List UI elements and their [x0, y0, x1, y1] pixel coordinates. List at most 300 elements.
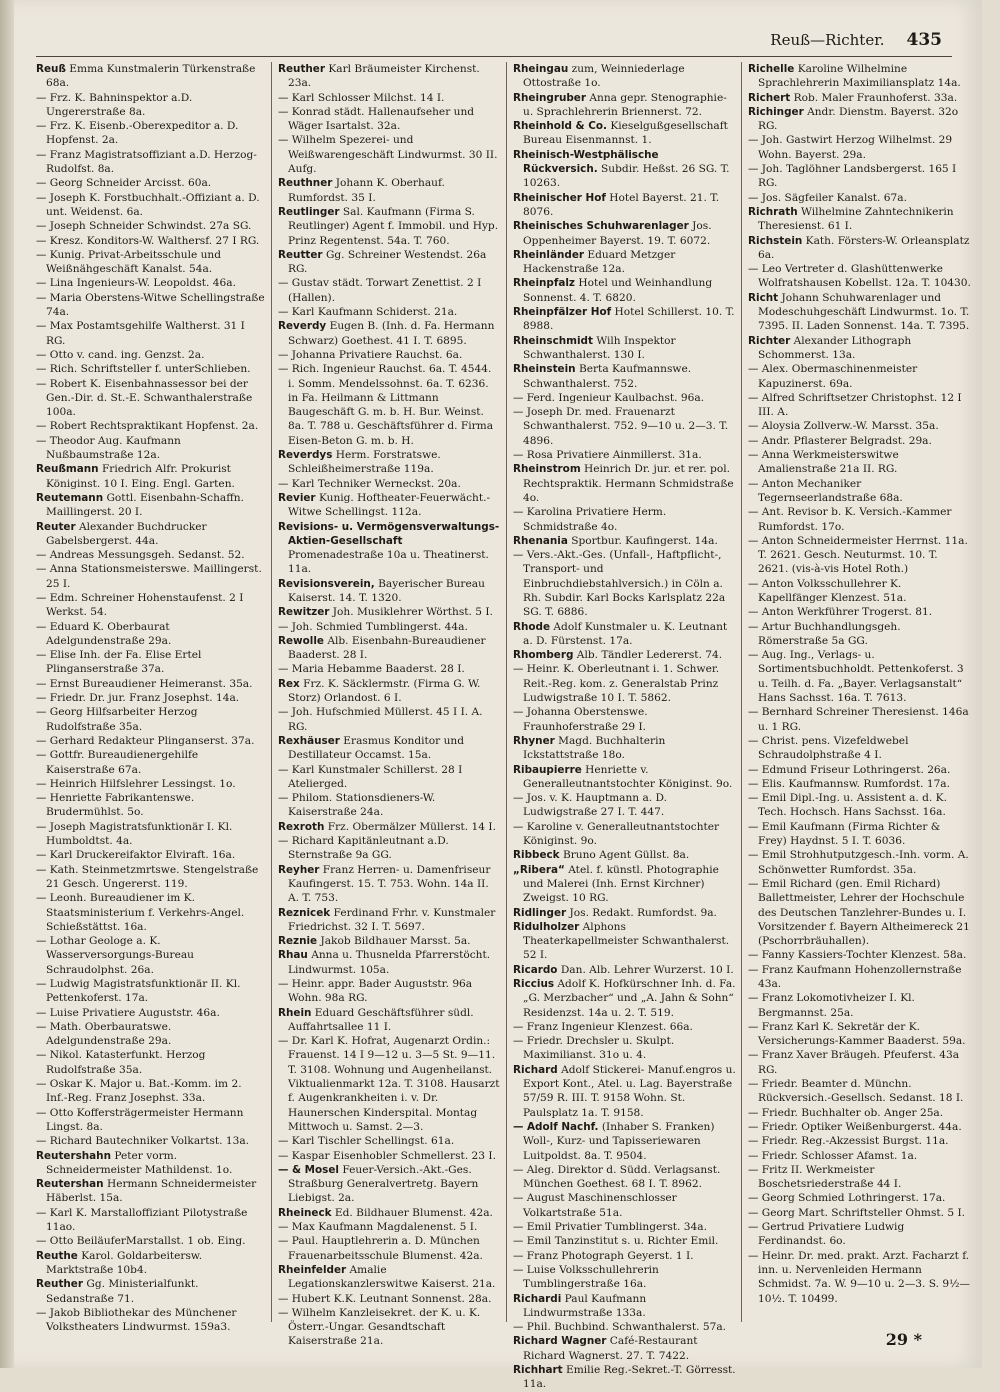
entry-text: Leo Vertreter d. Glashüttenwerke Wolfratshausen Kobellst. 12a. T. 10430. — [758, 263, 971, 290]
entry-text: Edm. Schreiner Hohenstaufenst. 2 I Werkst. 54. — [46, 591, 244, 619]
entry-name: — — [748, 949, 759, 962]
entry-columns — [36, 62, 976, 1391]
entry-text: Gustav städt. Torwart Zenettist. 2 I (Hallen). — [288, 277, 482, 304]
entry-text: Otto Koffersträgermeister Hermann Lingst. 8a. — [46, 1106, 244, 1133]
entry-name: — — [748, 1135, 759, 1148]
entry-name: — — [278, 763, 289, 776]
directory-entry — [278, 1306, 501, 1349]
entry-text: Hotel Schillerst. 10. T. 8988. — [523, 306, 735, 333]
entry-text: Joseph K. Forstbuchhalt.-Offiziant a. D. unt. Weidenst. 6a. — [46, 191, 260, 218]
entry-text: Maria Hebamme Baaderst. 28 I. — [291, 663, 465, 676]
directory-entry — [748, 234, 971, 263]
entry-name: — — [36, 363, 47, 376]
entry-text: Herm. Forstratswe. Schleißheimerstraße 119a. — [288, 449, 441, 476]
directory-entry — [748, 1220, 971, 1249]
entry-text: Johann Schuhwarenlager und Modeschuhgeschäft Lindwurmst. 1o. T. 7395. II. Laden Sonnenst. 14a. T. 7395. — [758, 291, 970, 333]
entry-name: — — [513, 820, 524, 833]
entry-text: Franz Photograph Geyerst. 1 I. — [526, 1249, 694, 1262]
entry-text: Hotel und Weinhandlung Sonnenst. 4. T. 6820. — [523, 277, 713, 304]
entry-text: Rich. Schriftsteller f. unterSchlieben. — [49, 363, 251, 376]
entry-text: Anton Schneidermeister Herrnst. 11a. T. 2621. Gesch. Neuturmst. 10. T. 2621. (vis-à-vis Hotel Roth.) — [758, 534, 968, 576]
entry-name: — — [278, 1235, 289, 1248]
entry-text: Eugen B. (Inh. d. Fa. Hermann Schwarz) Goethest. 41 I. T. 6895. — [288, 320, 495, 347]
entry-name: — — [278, 363, 289, 376]
entry-name: Rhomberg — [513, 649, 574, 662]
entry-name: — — [513, 1235, 524, 1248]
directory-entry — [36, 419, 266, 433]
entry-name: Richstein — [748, 234, 803, 247]
directory-entry — [278, 677, 501, 706]
entry-name: Revisions- u. Vermögensverwaltungs-Aktien-Gesellschaft — [278, 520, 500, 547]
entry-name: — — [36, 892, 47, 905]
entry-name: — — [36, 620, 47, 633]
entry-name: Ridlinger — [513, 906, 567, 919]
entry-text: Jos. Redakt. Rumfordst. 9a. — [569, 906, 717, 919]
entry-text: Georg Hilfsarbeiter Herzog Rudolfstraße 35a. — [46, 706, 198, 733]
entry-name: Richardi — [513, 1292, 562, 1305]
entry-name: — — [36, 434, 47, 447]
directory-entry — [36, 348, 266, 362]
entry-name: Rheingruber — [513, 91, 586, 104]
entry-name: Richelle — [748, 63, 795, 75]
entry-name: — — [748, 763, 759, 776]
page-number: 435 — [906, 30, 942, 50]
entry-text: Wilh Inspektor Schwanthalerst. 130 I. — [523, 334, 676, 361]
entry-text: Frz. K. Bahninspektor a.D. Ungererstraße 8a. — [46, 91, 193, 118]
entry-name: — — [36, 377, 47, 390]
entry-text: Rosa Privatiere Ainmillerst. 31a. — [526, 449, 702, 462]
entry-text: Karl Druckereifaktor Elviraft. 16a. — [49, 849, 236, 862]
entry-name: — — [748, 1120, 759, 1133]
entry-text: Adolf Kunstmaler u. K. Leutnant a. D. Fürstenst. 17a. — [523, 620, 728, 647]
column-3 — [506, 62, 741, 1391]
directory-entry — [748, 362, 971, 391]
entry-name: — — [748, 163, 759, 176]
entry-text: Friedr. Schlosser Afamst. 1a. — [761, 1149, 918, 1162]
entry-text: Karl Kunstmaler Schillerst. 28 I Atelierged. — [288, 763, 463, 790]
directory-entry — [36, 562, 266, 591]
entry-name: — — [748, 792, 759, 805]
entry-name: Rheinischer Hof — [513, 191, 606, 204]
directory-entry — [278, 1006, 501, 1035]
directory-entry — [748, 133, 971, 162]
directory-entry — [748, 205, 971, 234]
entry-name: Rex — [278, 677, 300, 690]
directory-entry — [36, 777, 266, 791]
entry-name: Ribbeck — [513, 849, 560, 862]
entry-name: — — [278, 306, 289, 319]
directory-entry — [278, 248, 501, 277]
entry-name: Rhyner — [513, 734, 555, 747]
entry-name: Ribaupierre — [513, 763, 582, 776]
entry-name: Riccius — [513, 978, 555, 990]
entry-name: — — [278, 1306, 289, 1319]
entry-name: — — [513, 1163, 524, 1176]
directory-entry — [36, 1077, 266, 1106]
entry-name: — — [36, 1106, 47, 1119]
entry-text: Otto v. cand. ing. Genzst. 2a. — [49, 348, 205, 361]
entry-name: — — [748, 1078, 759, 1091]
directory-entry — [36, 934, 266, 977]
entry-name: — — [513, 449, 524, 462]
directory-entry — [513, 334, 736, 363]
entry-name: — — [36, 777, 47, 790]
entry-name: Reutlinger — [278, 205, 340, 218]
entry-name: Rewitzer — [278, 606, 330, 619]
entry-name: — — [36, 191, 47, 204]
column-1 — [36, 62, 271, 1334]
entry-text: Karl K. Marstalloffiziant Pilotystraße 11ao. — [46, 1206, 248, 1234]
entry-name: — — [278, 105, 289, 118]
entry-text: Jos. v. K. Hauptmann a. D. Ludwigstraße 27 I. T. 447. — [523, 792, 667, 819]
entry-text: Sal. Kaufmann (Firma S. Reutlinger) Agent f. Immobil. und Hyp. Prinz Regentenst. 54a. T. 760. — [288, 205, 499, 247]
directory-entry — [513, 362, 736, 391]
directory-entry — [748, 534, 971, 577]
directory-entry — [36, 591, 266, 620]
directory-entry — [278, 977, 501, 1006]
entry-text: Friedr. Optiker Weißenburgerst. 44a. — [761, 1120, 962, 1133]
entry-name: — — [36, 1078, 47, 1091]
entry-name: — — [748, 620, 759, 633]
entry-name: — — [748, 391, 759, 404]
directory-entry — [278, 448, 501, 477]
entry-name: Rheinstein — [513, 363, 576, 376]
entry-text: Karol. Goldarbeitersw. Marktstraße 10b4. — [46, 1249, 203, 1276]
entry-name: — — [36, 749, 47, 762]
directory-entry — [748, 820, 971, 849]
entry-text: Feuer-Versich.-Akt.-Ges. Straßburg Generalvertretg. Bayern Liebigst. 2a. — [288, 1163, 479, 1205]
entry-name: Reußmann — [36, 463, 99, 476]
entry-text: Richard Kapitänleutnant a.D. Sternstraße 9a GG. — [288, 835, 449, 862]
entry-name: — — [748, 1163, 759, 1176]
directory-entry — [278, 705, 501, 734]
entry-name: Reznie — [278, 935, 318, 948]
directory-page — [14, 0, 982, 1391]
directory-entry — [748, 505, 971, 534]
entry-name: Rhenania — [513, 534, 568, 547]
directory-entry — [513, 1063, 736, 1120]
book-gutter — [0, 0, 14, 1368]
entry-name: — — [278, 1292, 289, 1305]
entry-text: Heinr. appr. Bader Auguststr. 96a Wohn. 98a RG. — [288, 978, 473, 1005]
entry-name: Reutershahn — [36, 1149, 111, 1162]
entry-name: Rheinländer — [513, 248, 584, 261]
entry-name: Rhode — [513, 620, 551, 633]
directory-entry — [748, 763, 971, 777]
entry-text: Henriette v. Generalleutnantstochter Königinst. 9o. — [523, 763, 733, 790]
directory-entry — [278, 1234, 501, 1263]
entry-text: Friedr. Dr. jur. Franz Josephst. 14a. — [49, 692, 240, 705]
entry-text: Karl Tischler Schellingst. 61a. — [291, 1135, 455, 1148]
directory-entry — [748, 191, 971, 205]
entry-name: — — [748, 963, 759, 976]
entry-text: Jos. Sägfeiler Kanalst. 67a. — [761, 191, 907, 204]
directory-entry — [278, 948, 501, 977]
entry-text: Fritz II. Werkmeister Boschetsriederstraße 44 I. — [758, 1163, 902, 1191]
entry-name: — — [36, 177, 47, 190]
entry-name: — — [748, 820, 759, 833]
entry-text: Alex. Obermaschinenmeister Kapuzinerst. 69a. — [758, 363, 918, 390]
directory-entry — [513, 791, 736, 820]
directory-entry — [513, 91, 736, 120]
entry-text: Adolf K. Hofkürschner Inh. d. Fa. „G. Merzbacher“ und „A. Jahn & Sohn“ Residenzst. 14a u. 2. T. 519. — [523, 978, 736, 1019]
directory-entry — [748, 848, 971, 877]
directory-entry — [513, 1234, 736, 1248]
directory-entry — [748, 1249, 971, 1306]
entry-name: — — [748, 1206, 759, 1219]
entry-name: — — [748, 1149, 759, 1162]
directory-entry — [278, 791, 501, 820]
directory-entry — [748, 1191, 971, 1205]
directory-entry — [278, 1034, 501, 1134]
entry-text: Robert Rechtspraktikant Hopfenst. 2a. — [49, 420, 259, 433]
directory-entry — [278, 906, 501, 935]
entry-text: Franz Karl K. Sekretär der K. Versicherungs-Kammer Baaderst. 59a. — [758, 1020, 966, 1048]
directory-entry — [748, 1048, 971, 1077]
entry-name: — — [36, 820, 47, 833]
entry-name: — — [748, 477, 759, 490]
entry-name: — — [748, 263, 759, 276]
directory-entry — [748, 991, 971, 1020]
directory-entry — [278, 319, 501, 348]
entry-text: Emilie Reg.-Sekret.-T. Görresst. 11a. — [523, 1364, 736, 1391]
entry-name: — — [748, 734, 759, 747]
entry-name: — — [36, 148, 47, 161]
entry-name: — — [748, 1249, 759, 1262]
directory-entry — [513, 1292, 736, 1321]
entry-text: Bruno Agent Güllst. 8a. — [562, 849, 690, 862]
directory-entry — [36, 548, 266, 562]
entry-text: Georg Mart. Schriftsteller Ohmst. 5 I. — [761, 1206, 966, 1219]
directory-entry — [748, 291, 971, 334]
directory-entry — [36, 891, 266, 934]
entry-text: Joh. Taglöhner Landsbergerst. 165 I RG. — [758, 163, 957, 190]
directory-entry — [513, 1020, 736, 1034]
header-rule — [36, 56, 952, 57]
entry-text: Ferd. Ingenieur Kaulbachst. 96a. — [526, 391, 705, 404]
entry-text: Lothar Geologe a. K. Wasserversorgungs-Bureau Schraudolphst. 26a. — [46, 935, 194, 976]
directory-entry — [36, 234, 266, 248]
entry-name: — — [748, 606, 759, 619]
directory-entry — [278, 491, 501, 520]
directory-entry — [513, 248, 736, 277]
directory-entry — [36, 705, 266, 734]
entry-text: Edmund Friseur Lothringerst. 26a. — [761, 763, 951, 776]
entry-text: Kunig. Hoftheater-Feuerwächt.-Witwe Schellingst. 112a. — [288, 491, 491, 519]
entry-text: Eduard Metzger Hackenstraße 12a. — [523, 248, 676, 276]
entry-name: Rexhäuser — [278, 734, 340, 747]
directory-entry — [513, 906, 736, 920]
directory-entry — [278, 1220, 501, 1234]
directory-entry — [36, 520, 266, 549]
directory-entry — [513, 1191, 736, 1220]
directory-entry — [36, 248, 266, 277]
directory-entry — [278, 1292, 501, 1306]
entry-text: Café-Restaurant Richard Wagnerst. 27. T. 7422. — [523, 1335, 698, 1362]
directory-entry — [513, 662, 736, 705]
entry-text: Alphons Theaterkapellmeister Schwanthalerst. 52 I. — [523, 920, 730, 962]
entry-name: Reverdys — [278, 449, 333, 462]
entry-name: — — [748, 506, 759, 519]
entry-name: Rheinschmidt — [513, 334, 593, 347]
directory-entry — [513, 963, 736, 977]
directory-entry — [278, 1149, 501, 1163]
directory-entry — [748, 777, 971, 791]
entry-text: Friedr. Buchhalter ob. Anger 25a. — [761, 1106, 944, 1119]
entry-text: Andreas Messungsgeh. Sedanst. 52. — [49, 549, 245, 562]
directory-entry — [513, 305, 736, 334]
entry-text: Jos. Oppenheimer Bayerst. 19. T. 6072. — [523, 220, 712, 247]
entry-text: Wilhelm Spezerei- und Weißwarengeschäft Lindwurmst. 30 II. Aufg. — [288, 134, 498, 176]
directory-entry — [513, 505, 736, 534]
entry-name: Rhau — [278, 949, 308, 962]
directory-entry — [748, 877, 971, 948]
entry-name: — — [748, 534, 759, 547]
entry-text: Emil Richard (gen. Emil Richard) Ballettmeister, Lehrer der Hochschule des Deutschen Tanzlehrer-Bundes u. I. Vorsitzender f. Bayern Altheimereck 21 (Pschorrbräuhallen). — [758, 877, 970, 948]
entry-name: — — [36, 1135, 47, 1148]
directory-entry — [278, 91, 501, 105]
entry-name: — — [36, 849, 47, 862]
entry-text: Emil Kaufmann (Firma Richter & Frey) Haydnst. 5 I. T. 6036. — [758, 820, 941, 848]
entry-text: Friedrich Alfr. Prokurist Königinst. 10 I. Eing. Engl. Garten. — [46, 463, 235, 490]
entry-name: Reverdy — [278, 320, 327, 333]
entry-text: Vers.-Akt.-Ges. (Unfall-, Haftpflicht-, Transport- und Einbruchdiebstahlversich.) in Cöln a. Rh. Subdir. Karl Bocks Karlsplatz 22a SG. T. 6886. — [523, 549, 726, 619]
entry-name: Richt — [748, 291, 779, 304]
entry-text: Karoline Wilhelmine Sprachlehrerin Maximiliansplatz 14a. — [758, 63, 961, 90]
entry-name: — — [36, 220, 47, 233]
entry-text: Fanny Kassiers-Tochter Klenzest. 58a. — [761, 949, 967, 962]
directory-entry — [278, 1134, 501, 1148]
entry-name: — — [278, 978, 289, 990]
entry-text: Peter vorm. Schneidermeister Mathildenst. 1o. — [46, 1149, 233, 1176]
entry-text: Gottl. Eisenbahn-Schaffn. Maillingerst. 20 I. — [46, 491, 244, 519]
entry-text: Ernst Bureaudiener Heimeranst. 35a. — [49, 677, 253, 690]
directory-entry — [36, 119, 266, 148]
entry-name: — — [513, 506, 524, 519]
directory-entry — [513, 405, 736, 448]
entry-name: Revier — [278, 491, 316, 504]
directory-entry — [278, 105, 501, 134]
directory-entry — [278, 362, 501, 448]
entry-text: Karl Techniker Werneckst. 20a. — [291, 477, 461, 490]
entry-text: Bayerischer Bureau Kaiserst. 14. T. 1320. — [288, 577, 485, 604]
entry-name: — — [748, 877, 759, 890]
entry-name: Rheinhold & Co. — [513, 120, 607, 133]
entry-name: Reutemann — [36, 491, 104, 504]
entry-text: Kunig. Privat-Arbeitsschule und Weißnähgeschäft Kanalst. 54a. — [46, 248, 222, 276]
entry-name: — — [748, 577, 759, 590]
entry-name: — — [36, 978, 47, 990]
directory-entry — [36, 848, 266, 862]
directory-entry — [748, 605, 971, 619]
directory-entry — [36, 620, 266, 649]
entry-name: — — [748, 363, 759, 376]
entry-name: — — [748, 992, 759, 1005]
directory-entry — [748, 705, 971, 734]
entry-text: Robert K. Eisenbahnassessor bei der Gen.-Dir. d. St.-E. Schwanthalerstraße 100a. — [46, 377, 253, 419]
directory-entry — [278, 820, 501, 834]
directory-entry — [748, 648, 971, 705]
entry-name: — — [36, 1020, 47, 1033]
entry-name: — — [748, 420, 759, 433]
entry-text: Karl Bräumeister Kirchenst. 23a. — [288, 63, 480, 90]
directory-entry — [278, 634, 501, 663]
entry-name: — — [36, 1006, 47, 1019]
directory-entry — [36, 1149, 266, 1178]
directory-entry — [36, 319, 266, 348]
directory-entry — [748, 1106, 971, 1120]
entry-name: — — [278, 1221, 289, 1234]
entry-name: — — [278, 835, 289, 848]
entry-name: Ricardo — [513, 963, 558, 976]
entry-name: Rheingau — [513, 63, 569, 75]
entry-text: Anna u. Thusnelda Pfarrerstöcht. Lindwurmst. 105a. — [288, 949, 491, 976]
entry-text: zum, Weinniederlage Ottostraße 1o. — [523, 63, 685, 90]
entry-text: Frz. K. Eisenb.-Oberexpeditor a. D. Hopfenst. 2a. — [46, 120, 239, 147]
entry-name: Reutter — [278, 248, 323, 261]
entry-text: Joh. Schmied Tumblingerst. 44a. — [291, 620, 468, 633]
entry-name: — — [36, 1235, 47, 1248]
entry-text: Emil Dipl.-Ing. u. Assistent a. d. K. Tech. Hochsch. Hans Sachsst. 16a. — [758, 792, 947, 819]
entry-name: — — [748, 649, 759, 662]
entry-name: — — [36, 935, 47, 948]
directory-entry — [36, 148, 266, 177]
directory-entry — [748, 391, 971, 420]
directory-entry — [36, 176, 266, 190]
directory-entry — [748, 334, 971, 363]
entry-text: Gg. Ministerialfunkt. Sedanstraße 71. — [46, 1278, 199, 1305]
directory-entry — [513, 148, 736, 191]
directory-entry — [748, 620, 971, 649]
directory-entry — [36, 1020, 266, 1049]
entry-name: — — [513, 792, 524, 805]
entry-text: Georg Schmied Lothringerst. 17a. — [761, 1192, 946, 1205]
directory-entry — [513, 1263, 736, 1292]
directory-entry — [513, 705, 736, 734]
entry-name: — — [748, 1106, 759, 1119]
directory-entry — [278, 133, 501, 176]
entry-text: Alexander Buchdrucker Gabelsbergerst. 44a. — [46, 520, 207, 547]
directory-entry — [36, 734, 266, 748]
entry-name: Reutershan — [36, 1178, 104, 1191]
entry-name: — — [278, 706, 289, 719]
directory-entry — [513, 1034, 736, 1063]
entry-text: Franz Herren- u. Damenfriseur Kaufingerst. 15. T. 753. Wohn. 14a II. A. T. 753. — [288, 863, 491, 905]
directory-entry — [748, 1120, 971, 1134]
entry-text: Georg Schneider Arcisst. 60a. — [49, 177, 212, 190]
entry-name: — — [36, 792, 47, 805]
entry-text: Heinrich Hilfslehrer Lessingst. 1o. — [49, 777, 236, 790]
directory-entry — [36, 362, 266, 376]
entry-text: Leonh. Bureaudiener im K. Staatsministerium f. Verkehrs-Angel. Schießstättst. 16a. — [46, 892, 245, 933]
directory-entry — [748, 791, 971, 820]
directory-entry — [278, 205, 501, 248]
entry-text: Philom. Stationsdieners-W. Kaiserstraße 24a. — [288, 792, 436, 819]
entry-name: Reznicek — [278, 906, 331, 919]
entry-name: — — [513, 391, 524, 404]
entry-text: Alb. Tändler Ledererst. 74. — [576, 649, 723, 662]
entry-name: — — [36, 1206, 47, 1219]
directory-entry — [513, 920, 736, 963]
entry-text: Aloysia Zollverw.-W. Marsst. 35a. — [761, 420, 939, 433]
entry-text: Anton Werkführer Trogerst. 81. — [761, 606, 933, 619]
entry-name: — — [278, 1149, 289, 1162]
directory-entry — [513, 534, 736, 548]
entry-text: Franz Ingenieur Klenzest. 66a. — [526, 1020, 693, 1033]
entry-text: Eduard K. Oberbaurat Adelgundenstraße 29a. — [46, 620, 172, 647]
entry-name: — — [36, 549, 47, 562]
entry-text: Lina Ingenieurs-W. Leopoldst. 46a. — [49, 277, 236, 290]
